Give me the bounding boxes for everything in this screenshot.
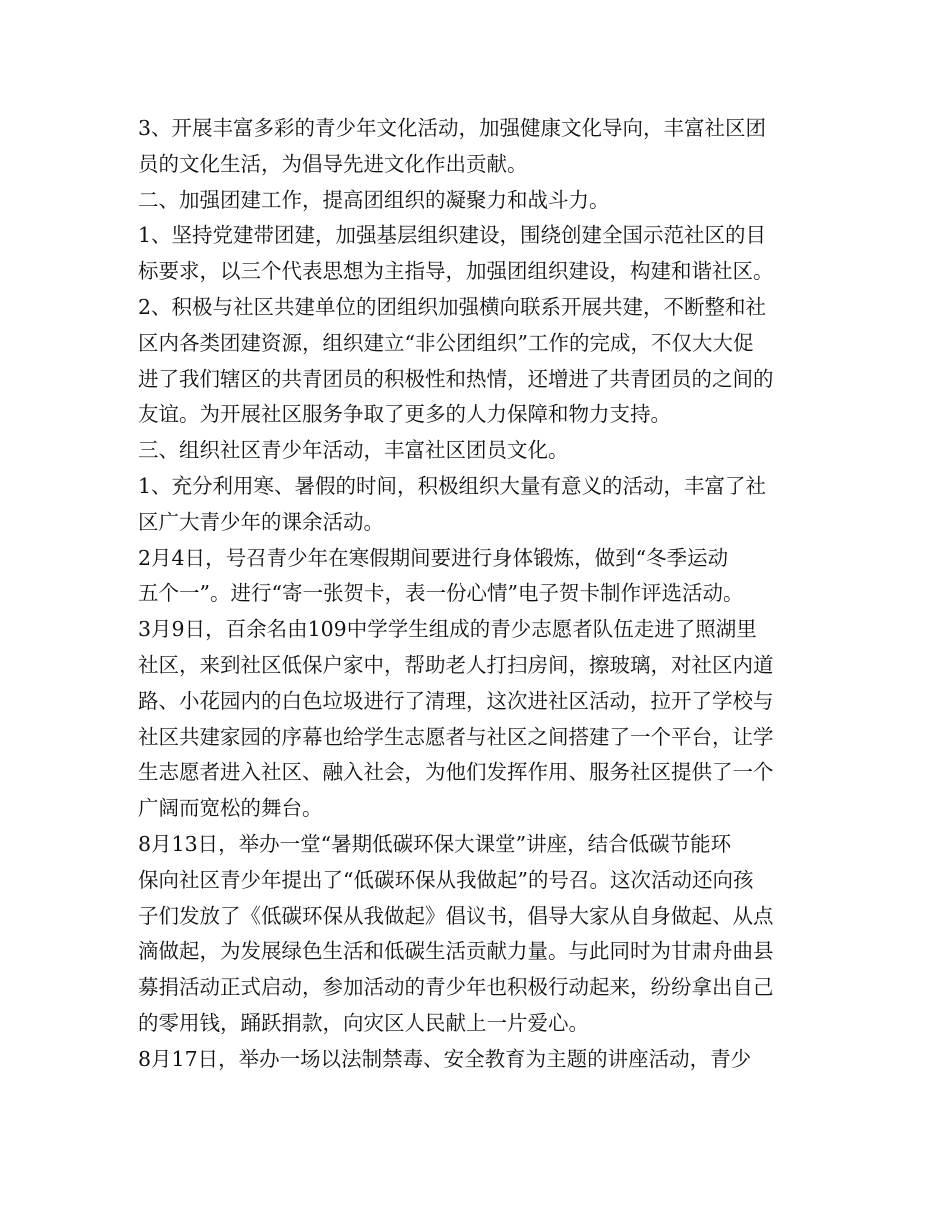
text-line: 的零用钱，踊跃捐款，向灾区人民献上一片爱心。	[138, 1010, 589, 1035]
text-line: 募捐活动正式启动，参加活动的青少年也积极行动起来，纷纷拿出自己	[138, 975, 774, 1000]
text-line: 8月13日，举办一堂“暑期低碳环保大课堂”讲座，结合低碳节能环	[138, 831, 732, 856]
text-line: 社区，来到社区低保户家中，帮助老人打扫房间，擦玻璃，对社区内道	[138, 652, 774, 677]
text-line: 二、加强团建工作，提高团组织的凝聚力和战斗力。	[138, 187, 610, 212]
text-line: 子们发放了《低碳环保从我做起》倡议书，倡导大家从自身做起、从点	[138, 903, 774, 928]
text-line: 3月9日，百余名由109中学学生组成的青少志愿者队伍走进了照湖里	[138, 617, 757, 642]
text-line: 滴做起，为发展绿色生活和低碳生活贡献力量。与此同时为甘肃舟曲县	[138, 939, 774, 964]
text-line: 2月4日，号召青少年在寒假期间要进行身体锻炼，做到“冬季运动	[138, 545, 729, 570]
text-line: 区内各类团建资源，组织建立“非公团组织”工作的完成，不仅大大促	[138, 330, 754, 355]
text-line: 区广大青少年的课余活动。	[138, 509, 384, 534]
text-line: 生志愿者进入社区、融入社会，为他们发挥作用、服务社区提供了一个	[138, 760, 774, 785]
text-line: 路、小花园内的白色垃圾进行了清理，这次进社区活动，拉开了学校与	[138, 688, 774, 713]
text-line: 1、坚持党建带团建，加强基层组织建设，围绕创建全国示范社区的目	[138, 223, 767, 248]
text-line: 保向社区青少年提出了“低碳环保从我做起”的号召。这次活动还向孩	[138, 867, 754, 892]
text-line: 广阔而宽松的舞台。	[138, 796, 323, 821]
text-line: 社区共建家园的序幕也给学生志愿者与社区之间搭建了一个平台，让学	[138, 724, 774, 749]
text-line: 三、组织社区青少年活动，丰富社区团员文化。	[138, 438, 569, 463]
text-line: 员的文化生活，为倡导先进文化作出贡献。	[138, 151, 528, 176]
text-line: 标要求，以三个代表思想为主指导，加强团组织建设，构建和谐社区。	[138, 259, 774, 284]
text-line: 进了我们辖区的共青团员的积极性和热情，还增进了共青团员的之间的	[138, 366, 774, 391]
text-line: 2、积极与社区共建单位的团组织加强横向联系开展共建，不断整和社	[138, 294, 767, 319]
document-body	[138, 111, 814, 1078]
text-line: 8月17日，举办一场以法制禁毒、安全教育为主题的讲座活动，青少	[138, 1046, 752, 1071]
text-line: 1、充分利用寒、暑假的时间，积极组织大量有意义的活动，丰富了社	[138, 473, 767, 498]
text-line: 五个一”。进行“寄一张贺卡，表一份心情”电子贺卡制作评选活动。	[138, 581, 744, 606]
text-line: 友谊。为开展社区服务争取了更多的人力保障和物力支持。	[138, 402, 671, 427]
text-line: 3、开展丰富多彩的青少年文化活动，加强健康文化导向，丰富社区团	[138, 116, 767, 140]
